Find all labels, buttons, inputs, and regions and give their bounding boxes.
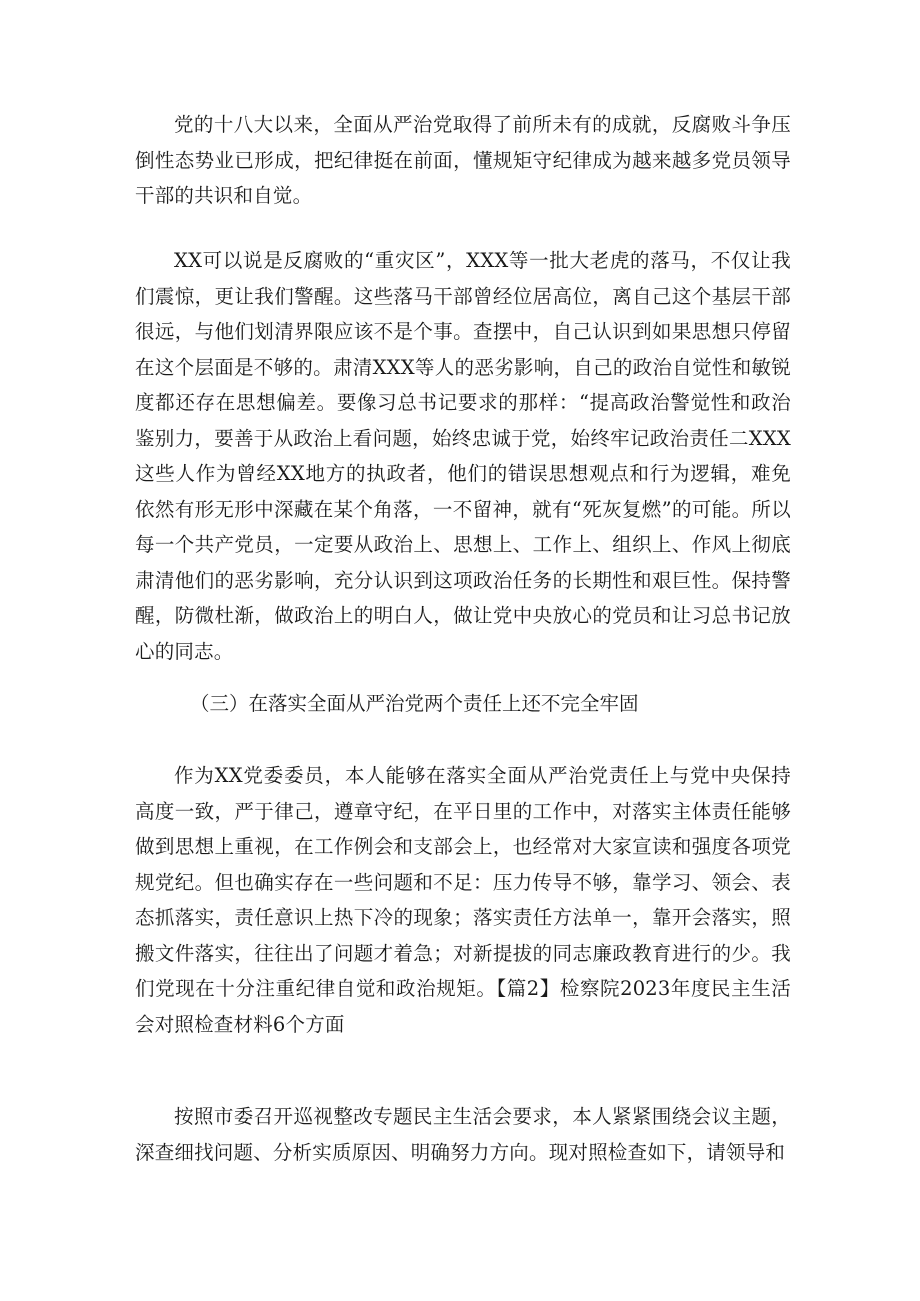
paragraph-intro: 党的十八大以来，全面从严治党取得了前所未有的成就，反腐败斗争压倒性态势业已形成，把纪律挺在前面，懂规矩守纪律成为越来越多党员领导干部的共识和自觉。 — [135, 113, 791, 207]
paragraph-inspection: 按照市委召开巡视整改专题民主生活会要求，本人紧紧围绕会议主题，深查细找问题、分析实质原因、明确努力方向。现对照检查如下，请领导和 — [135, 1105, 791, 1164]
paragraph-committee-member: 作为XX党委委员，本人能够在落实全面从严治党责任上与党中央保持高度一致，严于律己，遵章守纪，在平日里的工作中，对落实主体责任能够做到思想上重视，在工作例会和支部会上，也经常对大家宣读和强度各项党规党纪。但也确实存在一些问题和不足：压力传导不够，靠学习、领会、表态抓落实，责任意识上热下冷的现象；落实责任方法单一，靠开会落实，照搬文件落实，往往出了问题才着急；对新提拔的同志廉政教育进行的少。我们党现在十分注重纪律自觉和政治规矩。【篇2】检察院2023年度民主生活会对照检查材料6个方面 — [135, 764, 791, 1036]
paragraph-xx-corruption: XX可以说是反腐败的“重灾区”，XXX等一批大老虎的落马，不仅让我们震惊，更让我们警醒。这些落马干部曾经位居高位，离自己这个基层干部很远，与他们划清界限应该不是个事。查摆中，自己认识到如果思想只停留在这个层面是不够的。肃清XXX等人的恶劣影响，自己的政治自觉性和敏锐度都还存在思想偏差。要像习总书记要求的那样：“提高政治警觉性和政治鉴别力，要善于从政治上看问题，始终忠诚于党，始终牢记政治责任二XXX这些人作为曾经XX地方的执政者，他们的错误思想观点和行为逻辑，难免依然有形无形中深藏在某个角落，一不留神，就有“死灰复燃”的可能。所以每一个共产党员，一定要从政治上、思想上、工作上、组织上、作风上彻底肃清他们的恶劣影响，充分认识到这项政治任务的长期性和艰巨性。保持警醒，防微杜渐，做政治上的明白人，做让党中央放心的党员和让习总书记放心的同志。 — [135, 249, 791, 663]
section-heading-three: （三）在落实全面从严治党两个责任上还不完全牢固 — [190, 692, 639, 715]
